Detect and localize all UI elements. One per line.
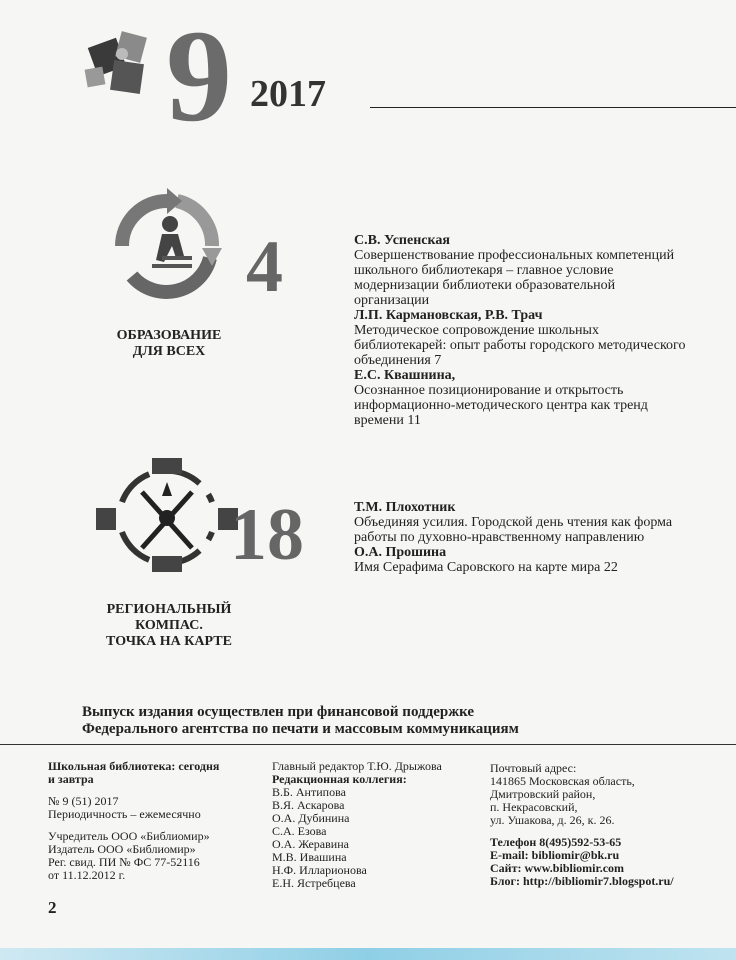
phone: Телефон 8(495)592-53-65	[490, 835, 622, 849]
article-title: Имя Серафима Саровского на карте мира 22	[354, 560, 618, 575]
header-divider	[370, 107, 736, 108]
compass-books-icon	[92, 452, 242, 582]
article-title: Методическое сопровождение школьных библиотекарей: опыт работы городского методического объединения 7	[354, 323, 686, 368]
email: E-mail: bibliomir@bk.ru	[490, 848, 620, 862]
puzzle-logo-icon	[82, 28, 160, 98]
page-number: 2	[48, 898, 57, 917]
blog: Блог: http://bibliomir7.blogspot.ru/	[490, 874, 674, 888]
contacts-column: Почтовый адрес: 141865 Московская область, Дмитровский район, п. Некрасовский, ул. Ушакова, д. 26, к. 26. Телефон 8(495)592-53-65 E-mail: bibliomir@bk.ru Сайт: www.bibliomir.com Блог: http://bibliomir7.blogspot.ru/	[490, 762, 730, 888]
education-cycle-icon	[92, 176, 242, 306]
author: О.А. Прошина	[354, 545, 447, 560]
author: Е.С. Квашнина,	[354, 368, 456, 383]
issue-number: 9	[166, 2, 228, 149]
section-entries	[354, 233, 714, 428]
author: С.В. Успенская	[354, 233, 450, 248]
website: Сайт: www.bibliomir.com	[490, 861, 625, 875]
footer-divider	[0, 744, 736, 745]
section-title: ОБРАЗОВАНИЕ ДЛЯ ВСЕХ	[116, 328, 222, 359]
section-page-number: 18	[230, 494, 304, 576]
section-title: РЕГИОНАЛЬНЫЙ КОМПАС. ТОЧКА НА КАРТЕ	[106, 602, 232, 649]
article-title: Совершенствование профессиональных компетенций школьного библиотекаря – главное условие модернизации библиотеки образовательной организации	[354, 248, 675, 308]
article-title: Осознанное позиционирование и открытость информационно-методического центра как тренд времени 11	[354, 383, 648, 428]
author: Л.П. Кармановская, Р.В. Трач	[354, 308, 543, 323]
bottom-edge-band	[0, 948, 736, 960]
issue-year: 2017	[250, 73, 326, 115]
funding-note: Выпуск издания осуществлен при финансовой поддержке Федерального агентства по печати и массовым коммуникациям	[82, 704, 519, 737]
author: Т.М. Плохотник	[354, 500, 456, 515]
imprint-column: Школьная библиотека: сегодня и завтра № 9 (51) 2017 Периодичность – ежемесячно Учредитель ООО «Библиомир» Издатель ООО «Библиомир» Рег. свид. ПИ № ФС 77-52116 от 11.12.2012 г.	[48, 759, 220, 882]
section-entries	[354, 500, 714, 575]
editorial-column: Главный редактор Т.Ю. Дрыжова Редакционная коллегия: В.Б. Антипова В.Я. Аскарова О.А. Дубинина С.А. Езова О.А. Жеравина М.В. Ивашина Н.Ф. Илларионова Е.Н. Ястребцева	[272, 759, 442, 890]
article-title: Объединяя усилия. Городской день чтения как форма работы по духовно-нравственному направлению	[354, 515, 673, 545]
section-page-number: 4	[246, 226, 283, 308]
